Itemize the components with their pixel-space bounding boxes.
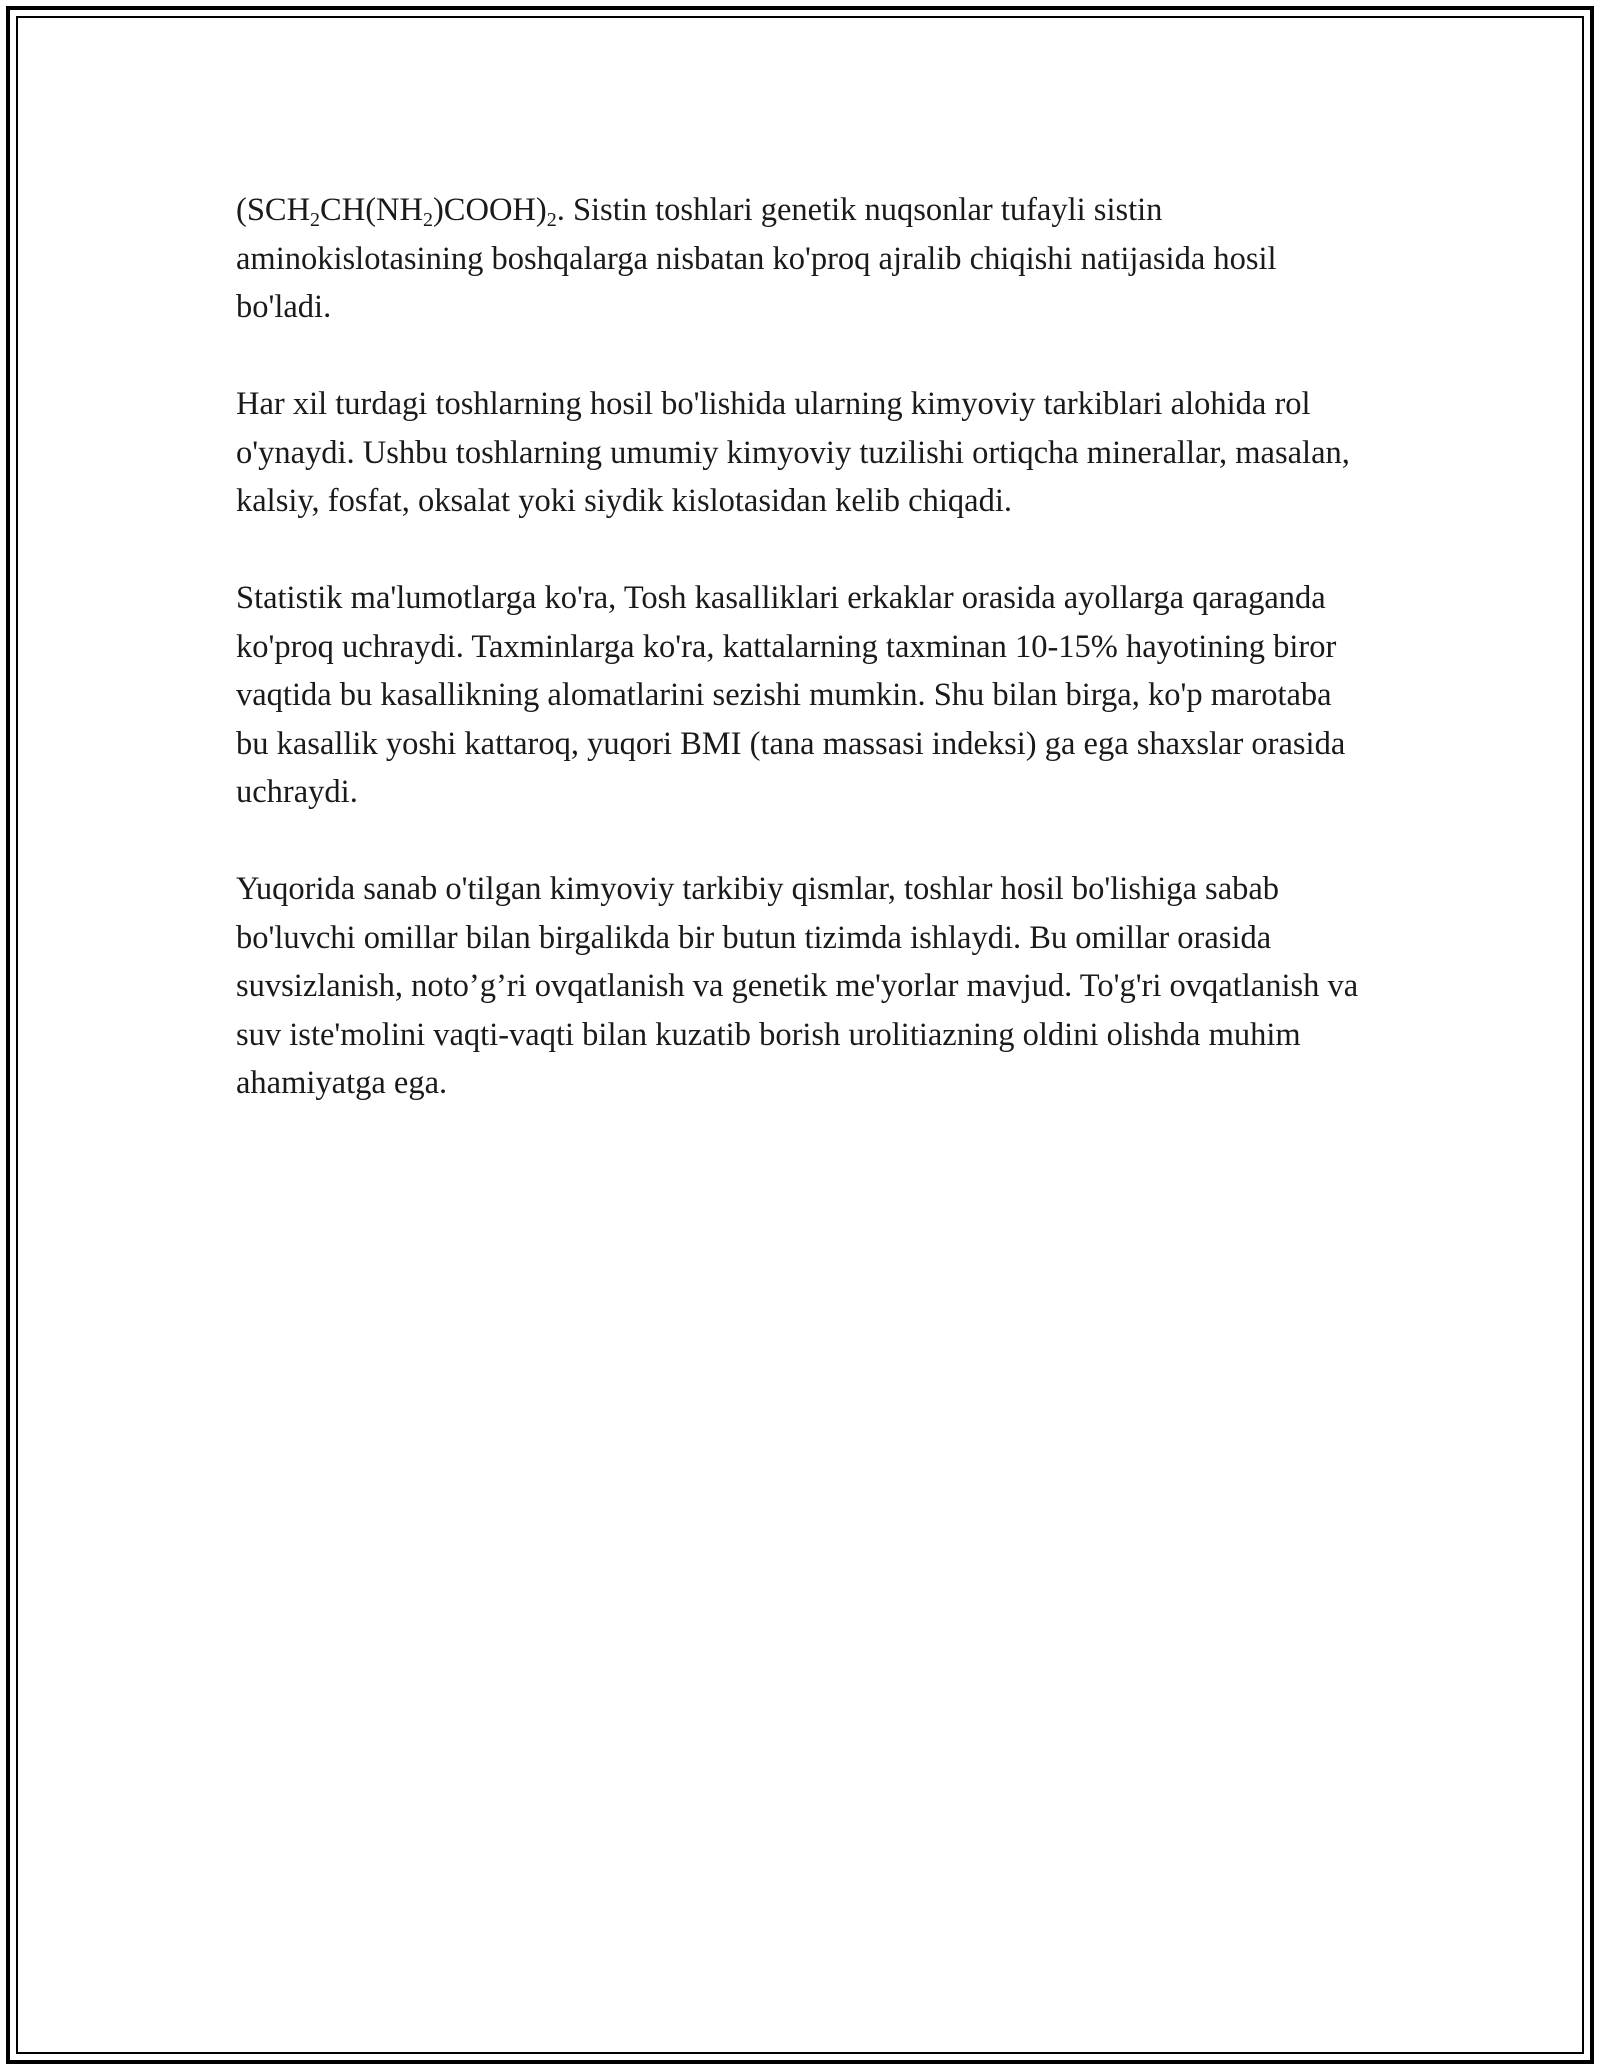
formula-subscript: 2 xyxy=(422,209,433,231)
formula-subscript: 2 xyxy=(310,209,321,231)
paragraph-text: . Sistin toshlari genetik nuqsonlar tufayli sistin aminokislotasining boshqalarga nisbatan ko'proq ajralib chiqishi natijasida hosil bo'ladi. xyxy=(236,192,1277,325)
paragraph-2: Har xil turdagi toshlarning hosil bo'lishida ularning kimyoviy tarkiblari alohida rol o'ynaydi. Ushbu toshlarning umumiy kimyoviy tuzilishi ortiqcha minerallar, masalan, kalsiy, fosfat, oksalat yoki siydik kislotasidan kelib chiqadi. xyxy=(236,386,1350,519)
document-body xyxy=(236,186,1366,1156)
formula-part: CH(NH xyxy=(320,192,423,228)
paragraph-3: Statistik ma'lumotlarga ko'ra, Tosh kasalliklari erkaklar orasida ayollarga qaraganda ko'proq uchraydi. Taxminlarga ko'ra, kattalarning taxminan 10-15% hayotining biror vaqtida bu kasallikning alomatlarini sezishi mumkin. Shu bilan birga, ko'p marotaba bu kasallik yoshi kattaroq, yuqori BMI (tana massasi indeksi) ga ega shaxslar orasida uchraydi. xyxy=(236,580,1346,810)
chemical-formula xyxy=(236,192,557,231)
formula-part: (SCH xyxy=(236,192,311,228)
paragraph-1 xyxy=(236,186,1366,332)
formula-subscript: 2 xyxy=(546,209,557,231)
paragraph-4: Yuqorida sanab o'tilgan kimyoviy tarkibiy qismlar, toshlar hosil bo'lishiga sabab bo'luvchi omillar bilan birgalikda bir butun tizimda ishlaydi. Bu omillar orasida suvsizlanish, noto’g’ri ovqatlanish va genetik me'yorlar mavjud. To'g'ri ovqatlanish va suv iste'molini vaqti-vaqti bilan kuzatib borish urolitiazning oldini olishda muhim ahamiyatga ega. xyxy=(236,871,1359,1101)
formula-part: )COOH) xyxy=(432,192,547,228)
